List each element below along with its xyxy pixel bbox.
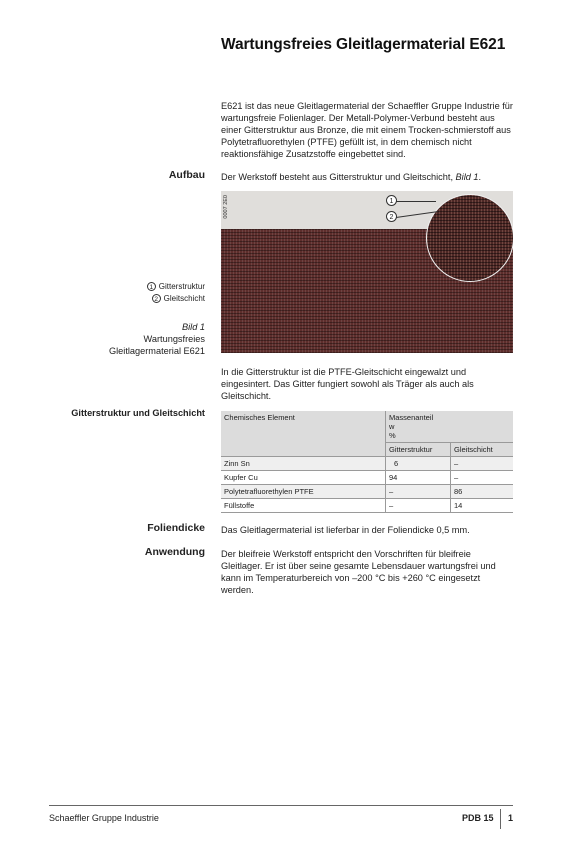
cell-gitter: –: [386, 499, 451, 513]
callout-1: 1: [386, 195, 397, 206]
caption-figure-label: Bild 1: [182, 322, 205, 332]
cell-element: Polytetrafluorethylen PTFE: [221, 485, 386, 499]
figure-id: 0007 2E0: [223, 195, 229, 219]
foliendicke-heading: Foliendicke: [147, 522, 205, 534]
aufbau-text: Der Werkstoff besteht aus Gitterstruktur und Gleitschicht,: [221, 172, 456, 182]
cell-gitter: 6: [386, 457, 451, 471]
footer-doc-id: PDB 15: [462, 813, 494, 823]
subheader-gleit: Gleitschicht: [451, 443, 514, 457]
intro-paragraph: E621 ist das neue Gleitlagermaterial der Schaeffler Gruppe Industrie für wartungsfreie Folienlager. Der Metall-Polymer-Verbund besteht aus einer Gitterstruktur aus Bronze, die mit einem Trocken-schmierstoff aus Polytetrafluorethylen (PTFE) gefüllt ist, in dem chemisch nicht reaktionsfähige Zusatzstoffe eingebettet sind.: [221, 101, 513, 159]
magnified-detail: [426, 194, 513, 282]
legend-num: 1: [147, 282, 156, 291]
legend-item: [147, 281, 205, 293]
header-mass-label: Massenanteil: [389, 413, 434, 422]
cell-element: Kupfer Cu: [221, 471, 386, 485]
footer-separator: [500, 809, 501, 829]
caption-line-2: Gleitlagermaterial E621: [108, 346, 205, 356]
legend-label: Gitterstruktur: [158, 282, 205, 291]
cell-gitter: 94: [386, 471, 451, 485]
table-row: [221, 457, 513, 471]
foliendicke-text: Das Gleitlagermaterial ist lieferbar in der Foliendicke 0,5 mm.: [221, 525, 470, 535]
header-mass: [386, 411, 514, 443]
page-number: 1: [508, 813, 514, 823]
header-mass-unit: %: [389, 431, 396, 440]
material-figure: [221, 191, 513, 353]
footer-divider: [49, 805, 513, 806]
composition-table: [221, 411, 513, 513]
footer-company: Schaeffler Gruppe Industrie: [49, 813, 159, 823]
cell-gitter: –: [386, 485, 451, 499]
caption-line-1: Wartungsfreies: [143, 334, 205, 344]
legend-label: Gleitschicht: [163, 294, 205, 303]
cell-gleit: –: [451, 457, 514, 471]
header-mass-symbol: w: [389, 422, 395, 431]
legend-num: 2: [152, 294, 161, 303]
cell-element: Füllstoffe: [221, 499, 386, 513]
subheader-gitter: Gitterstruktur: [386, 443, 451, 457]
aufbau-paragraph: [221, 171, 513, 183]
legend-item: [147, 293, 205, 305]
cell-gleit: 86: [451, 485, 514, 499]
table-row: [221, 471, 513, 485]
anwendung-heading: Anwendung: [144, 546, 205, 558]
callout-leader-1: [396, 201, 436, 202]
anwendung-text: Der bleifreie Werkstoff entspricht den Vorschriften für bleifreie Gleitlager. Er ist über seine gesamte Lebensdauer wartungsfrei und kann im Temperaturbereich von –200 °C bis +260 °C eingesetzt werden.: [221, 549, 496, 595]
page-title: Wartungsfreies Gleitlagermaterial E621: [221, 36, 506, 53]
cell-gleit: –: [451, 471, 514, 485]
figure-legend: [147, 281, 205, 305]
aufbau-figure-ref: Bild 1: [455, 172, 479, 182]
figure-caption: [109, 321, 205, 357]
table-heading: Gitterstruktur und Gleitschicht: [71, 408, 205, 418]
aufbau-heading: Aufbau: [168, 169, 205, 181]
table-row: [221, 499, 513, 513]
table-header-row: [221, 411, 513, 443]
cell-gleit: 14: [451, 499, 514, 513]
table-row: [221, 485, 513, 499]
aufbau-text-end: .: [478, 172, 482, 182]
header-element: Chemisches Element: [221, 411, 386, 457]
callout-2: 2: [386, 211, 397, 222]
cell-element: Zinn Sn: [221, 457, 386, 471]
structure-paragraph: In die Gitterstruktur ist die PTFE-Gleitschicht eingewalzt und eingesintert. Das Gitter fungiert sowohl als Träger als auch als Gleitschicht.: [221, 367, 474, 401]
